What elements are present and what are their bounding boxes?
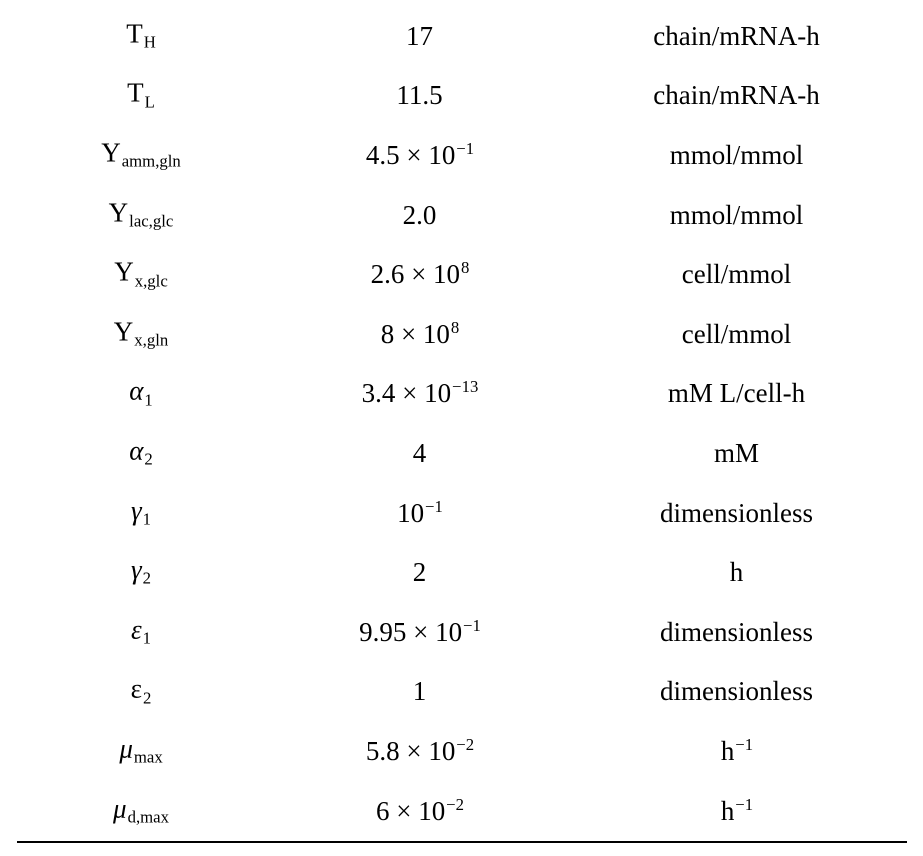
unit: mmol/mmol: [669, 199, 804, 230]
unit: mmol/mmol: [669, 140, 804, 171]
unit: chain/mRNA-h: [653, 20, 820, 51]
unit-cell: [660, 498, 814, 526]
unit: cell/mmol: [681, 259, 792, 290]
unit: dimensionless: [660, 616, 813, 647]
symbol-subscript: x,gln: [134, 330, 169, 350]
symbol: T: [127, 77, 144, 108]
table-bottom-rule: [17, 841, 907, 843]
unit: chain/mRNA-h: [653, 80, 820, 111]
symbol-cell: [126, 20, 156, 51]
symbol-cell: [130, 554, 152, 588]
value-exponent: 8: [461, 257, 470, 277]
value-cell: [365, 138, 475, 171]
value-cell: [370, 257, 470, 290]
value-cell: [380, 317, 460, 349]
symbol-cell: [114, 256, 168, 290]
value: 3.4 × 10: [361, 378, 452, 409]
symbol-cell: [131, 497, 151, 528]
table-row: [0, 364, 923, 424]
table-row: [0, 662, 923, 722]
value-cell: [359, 615, 481, 647]
symbol-subscript: 1: [144, 390, 153, 410]
table-row: [0, 304, 923, 364]
unit-cell: [660, 618, 814, 646]
symbol-subscript: H: [143, 32, 156, 52]
value-cell: [396, 81, 443, 109]
unit-cell: [714, 439, 760, 467]
value-cell: [406, 22, 434, 50]
symbol-subscript: 1: [142, 628, 152, 648]
symbol-cell: [130, 673, 152, 708]
unit: h: [720, 795, 735, 826]
unit: dimensionless: [660, 497, 813, 528]
unit-cell: [682, 260, 792, 288]
value-exponent: 8: [450, 317, 460, 337]
value-cell: [376, 796, 464, 824]
symbol-cell: [113, 792, 169, 827]
symbol-subscript: 1: [142, 509, 152, 529]
symbol: γ: [130, 554, 142, 585]
symbol-subscript: d,max: [127, 807, 169, 827]
symbol-subscript: lac,glc: [129, 211, 174, 231]
symbol-cell: [114, 318, 168, 349]
value: 9.95 × 10: [359, 616, 463, 647]
table-row: [0, 6, 923, 66]
symbol: μ: [119, 733, 133, 764]
table-row: [0, 423, 923, 483]
symbol: Y: [113, 316, 134, 347]
unit: mM: [713, 438, 760, 469]
table-row: [0, 602, 923, 662]
value: 4.5 × 10: [365, 140, 456, 171]
symbol-cell: [129, 375, 153, 410]
symbol: T: [126, 18, 143, 49]
symbol-cell: [129, 437, 153, 468]
table-row: [0, 244, 923, 304]
symbol-subscript: max: [133, 747, 163, 767]
value-cell: [397, 498, 443, 526]
table-row: [0, 125, 923, 185]
unit-cell: [660, 677, 814, 705]
symbol-cell: [131, 616, 151, 647]
unit-exponent: −1: [735, 734, 754, 754]
value-cell: [365, 734, 475, 767]
symbol: α: [129, 435, 144, 466]
symbol: Y: [108, 197, 129, 228]
value: 2: [412, 557, 427, 588]
unit-cell: [720, 734, 754, 767]
value: 2.0: [402, 199, 437, 230]
value: 11.5: [396, 80, 443, 111]
value-cell: [362, 379, 479, 407]
unit: h: [720, 736, 735, 767]
unit-cell: [653, 81, 820, 109]
symbol-cell: [119, 735, 162, 766]
unit-cell: [670, 141, 805, 169]
table-row: [0, 185, 923, 245]
symbol-subscript: 2: [142, 568, 152, 588]
symbol: ε: [130, 673, 142, 704]
unit: cell/mmol: [681, 318, 792, 349]
symbol-subscript: L: [144, 92, 155, 112]
symbol-subscript: 2: [144, 449, 153, 469]
unit-cell: [670, 200, 805, 228]
unit: mM L/cell-h: [667, 378, 806, 409]
unit: h: [729, 557, 744, 588]
unit-cell: [682, 320, 792, 348]
value-exponent: −1: [463, 615, 481, 635]
value-exponent: −2: [446, 794, 465, 814]
value-exponent: −1: [456, 138, 475, 158]
symbol-subscript: amm,gln: [121, 151, 181, 171]
value: 10: [397, 497, 425, 528]
value-cell: [413, 677, 428, 705]
value: 4: [412, 438, 427, 469]
symbol-cell: [101, 139, 181, 170]
value: 1: [412, 676, 427, 707]
symbol: ε: [130, 614, 142, 645]
unit-cell: [668, 379, 806, 407]
table-row: [0, 781, 923, 841]
symbol-subscript: 2: [142, 688, 152, 708]
table-row: [0, 721, 923, 781]
value-cell: [413, 439, 428, 467]
value: 5.8 × 10: [365, 736, 456, 767]
symbol: μ: [113, 792, 127, 823]
table-row: [0, 483, 923, 543]
value: 8 × 10: [380, 318, 450, 349]
unit-exponent: −1: [735, 794, 754, 814]
symbol: Y: [114, 256, 134, 287]
value: 17: [406, 20, 433, 51]
value-cell: [413, 558, 428, 586]
unit-cell: [730, 558, 745, 586]
symbol-subscript: x,glc: [134, 270, 168, 290]
symbol: γ: [130, 495, 142, 526]
table-row: [0, 66, 923, 126]
unit: dimensionless: [660, 676, 813, 707]
symbol: α: [129, 375, 144, 406]
value-cell: [403, 200, 438, 228]
table-row: [0, 542, 923, 602]
value-exponent: −1: [425, 496, 443, 516]
symbol-cell: [109, 199, 174, 230]
value: 2.6 × 10: [370, 259, 461, 290]
value-exponent: −2: [456, 734, 475, 754]
parameter-table: [0, 6, 923, 840]
value-exponent: −13: [452, 377, 479, 397]
symbol-cell: [127, 77, 155, 112]
unit-cell: [721, 796, 753, 824]
unit-cell: [653, 22, 820, 50]
symbol: Y: [101, 137, 121, 168]
value: 6 × 10: [375, 795, 446, 826]
